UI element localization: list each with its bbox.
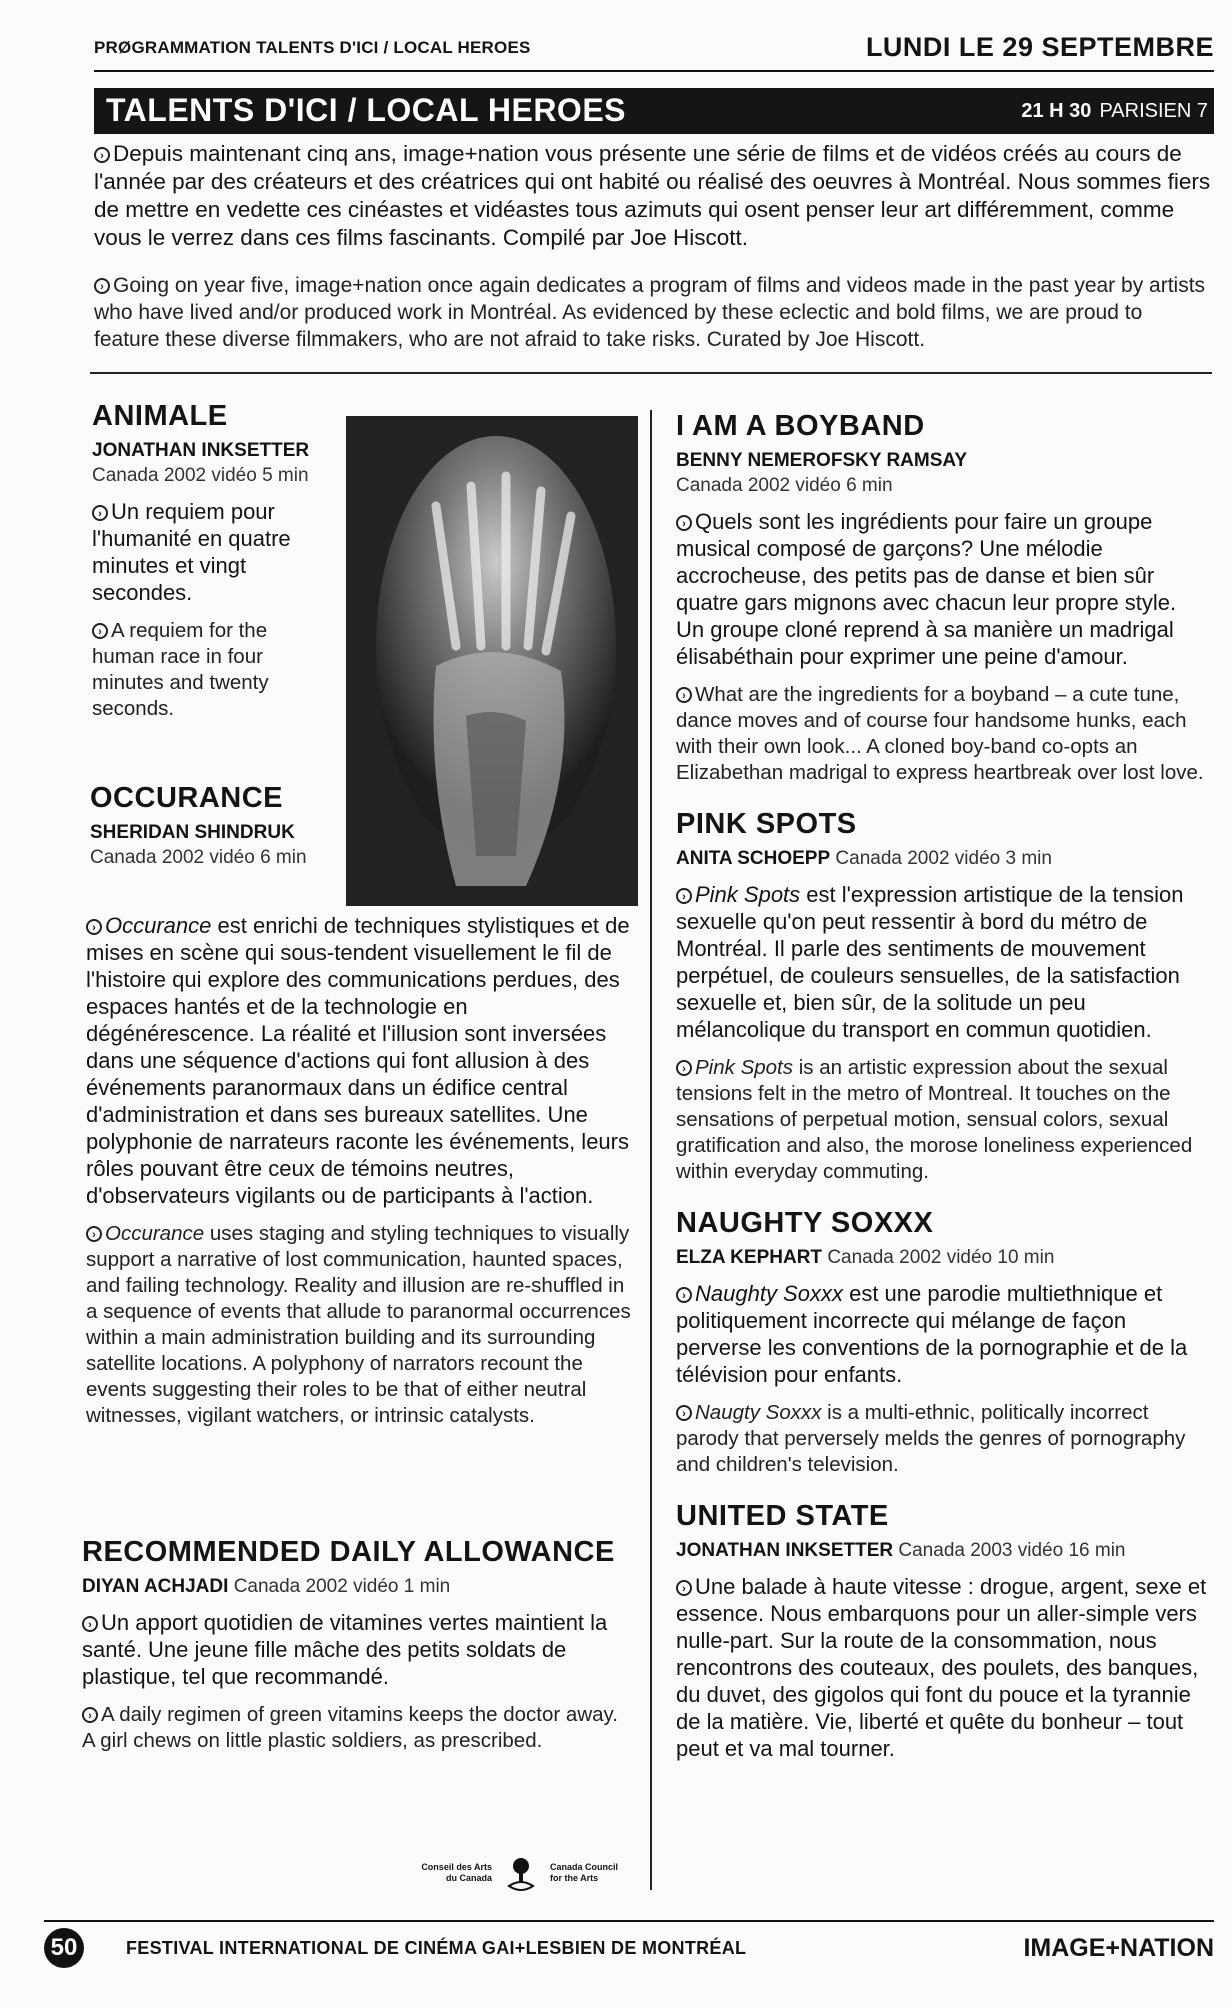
arrow-bullet-icon: › (86, 919, 102, 935)
film-description-en-text: is an artistic expression about the sexual tensions felt in the metro of Montreal. It touches on the sensations of perpetual motion, sensual colors, sexual gratification and also, the morose loneliness experienced within everyday commuting. (676, 1056, 1193, 1183)
film-director: DIYAN ACHJADI (82, 1576, 229, 1597)
program-schedule (1021, 100, 1208, 123)
film-description-fr (86, 912, 634, 1209)
film-title: UNITED STATE (676, 1500, 889, 1532)
film-description-fr-text: Une balade à haute vitesse : drogue, argent, sexe et essence. Nous embarquons pour un aller-simple vers nulle-part. Sur la route de la consommation, nous rencontrons des couteaux, des poulets, des banques, du duvet, des gigolos qui font du pouce et la tyrannie de la matière. Vie, liberté et quête du bonheur – tout peut et va mal tourner. (676, 1574, 1207, 1761)
film-pink-spots (676, 808, 1208, 1185)
arrow-bullet-icon: › (676, 1287, 692, 1303)
film-description-fr (82, 1609, 634, 1690)
intro-french-text: Depuis maintenant cinq ans, image+nation vous présente une série de films et de vidéos créés au cours de l'année par des créateurs et des créatrices qui ont habité ou réalisé des oeuvres à Montréal. Nous sommes fiers de mettre en vedette ces cinéastes et vidéastes tous azimuts qui osent penser leur art différemment, comme vous le verrez dans ces films fascinants. Compilé par Joe Hiscott. (94, 141, 1211, 250)
page-number: 50 (44, 1928, 84, 1968)
film-meta: Canada 2002 vidéo 6 min (676, 475, 893, 496)
film-description-en (676, 682, 1208, 786)
logo-text-fr: Conseil des Arts du Canada (421, 1862, 492, 1883)
program-banner (94, 88, 1214, 134)
arrow-bullet-icon: › (82, 1707, 98, 1723)
film-credit (676, 448, 1208, 498)
film-credit (90, 820, 330, 870)
column-rule (650, 410, 652, 1890)
page-footer (44, 1920, 1214, 1972)
film-description-fr (676, 881, 1208, 1043)
film-title: PINK SPOTS (676, 808, 857, 840)
film-title: OCCURANCE (90, 782, 283, 814)
film-description-en (86, 1221, 634, 1429)
council-emblem-icon (506, 1856, 536, 1892)
running-header-section (94, 38, 531, 58)
film-animale (92, 400, 332, 722)
logo-text-en: Canada Council for the Arts (550, 1862, 619, 1883)
film-meta: Canada 2002 vidéo 1 min (233, 1576, 451, 1597)
running-header-series: TALENTS D'ICI / LOCAL HEROES (256, 38, 531, 57)
film-naughty-soxxx (676, 1207, 1208, 1478)
running-header-date: LUNDI LE 29 SEPTEMBRE (865, 32, 1214, 62)
running-header-prefix: PRØGRAMMATION (94, 38, 252, 57)
program-title: TALENTS D'ICI / LOCAL HEROES (106, 92, 626, 128)
film-credit (676, 1245, 1208, 1270)
film-title-inline: Pink Spots (695, 1056, 793, 1079)
intro-english (94, 272, 1212, 353)
film-meta: Canada 2002 vidéo 3 min (835, 848, 1052, 869)
arrow-bullet-icon: › (676, 888, 692, 904)
section-divider (90, 372, 1212, 374)
arrow-bullet-icon: › (86, 1226, 102, 1242)
film-title-inline: Pink Spots (695, 882, 801, 907)
film-credit (82, 1574, 634, 1599)
festival-brand: IMAGE+NATION (1023, 1934, 1214, 1962)
arrow-bullet-icon: › (676, 1060, 692, 1076)
film-meta: Canada 2002 vidéo 6 min (90, 847, 307, 868)
film-director: ANITA SCHOEPP (676, 848, 831, 869)
right-column (676, 410, 1208, 1762)
film-meta: Canada 2003 vidéo 16 min (898, 1540, 1126, 1561)
film-description-en (82, 1702, 634, 1754)
film-credit (676, 1538, 1208, 1563)
film-director: BENNY NEMEROFSKY RAMSAY (676, 450, 968, 471)
canada-council-logo (410, 1852, 632, 1896)
film-description-en-text: A requiem for the human race in four minutes and twenty seconds. (92, 619, 269, 720)
film-director: ELZA KEPHART (676, 1247, 823, 1268)
x-ray-foot-image (346, 416, 638, 906)
film-title-inline: Occurance (105, 913, 212, 938)
film-meta: Canada 2002 vidéo 10 min (827, 1247, 1055, 1268)
arrow-bullet-icon: › (676, 1405, 692, 1421)
film-occurance-body (86, 912, 634, 1429)
festival-name: FESTIVAL INTERNATIONAL DE CINÉMA GAI+LESBIEN DE MONTRÉAL (126, 1938, 747, 1958)
film-description-fr-text: est une parodie multiethnique et politiquement incorrecte qui mélange de façon perverse les conventions de la pornographie et de la télévision pour enfants. (676, 1281, 1188, 1387)
film-title: NAUGHTY SOXXX (676, 1207, 934, 1239)
film-recommended-daily-allowance (82, 1536, 634, 1754)
film-description-fr (676, 508, 1208, 670)
film-meta: Canada 2002 vidéo 5 min (92, 465, 309, 486)
film-description-fr-text: est enrichi de techniques stylistiques et de mises en scène qui sous-tendent visuellement le fil de l'histoire qui explore des communications perdues, des espaces hantés et de la technologie en dégénérescence. La réalité et l'illusion sont inversées dans une séquence d'actions qui font allusion à des événements paranormaux dans un édifice central d'administration et dans ses bureaux satellites. Une polyphonie de narrateurs raconte les événements, leurs rôles pouvant être ceux de témoins neutres, d'observateurs vigilants ou de participants à l'action. (86, 913, 630, 1208)
intro-french (94, 140, 1212, 252)
film-title: RECOMMENDED DAILY ALLOWANCE (82, 1536, 615, 1568)
arrow-bullet-icon: › (92, 623, 108, 639)
film-title-inline: Occurance (105, 1222, 205, 1245)
film-description-fr-text: est l'expression artistique de la tension sexuelle qu'on peut ressentir à bord du métro de Montréal. Il parle des sentiments de mouvement perpétuel, de couleurs sensuelles, de la satisfaction sexuelle et, bien sûr, de la solitude un peu mélancolique du transport en commun quotidien. (676, 882, 1184, 1042)
film-director: SHERIDAN SHINDRUK (90, 822, 295, 843)
film-description-fr (92, 498, 332, 606)
arrow-bullet-icon: › (676, 1580, 692, 1596)
film-description-fr-text: Un requiem pour l'humanité en quatre minutes et vingt secondes. (92, 499, 291, 605)
film-description-en-text: is a multi-ethnic, politically incorrect parody that perversely melds the genres of pornography and children's television. (676, 1401, 1186, 1476)
film-credit (676, 846, 1208, 871)
film-description-en (92, 618, 332, 722)
film-director: JONATHAN INKSETTER (92, 440, 310, 461)
film-title: I AM A BOYBAND (676, 410, 925, 442)
film-title-inline: Naughty Soxxx (695, 1281, 843, 1306)
program-time: 21 H 30 (1021, 100, 1092, 122)
arrow-bullet-icon: › (82, 1616, 98, 1632)
intro-english-text: Going on year five, image+nation once again dedicates a program of films and videos made in the past year by artists who have lived and/or produced work in Montréal. As evidenced by these eclectic and bold films, we are proud to feature these diverse filmmakers, who are not afraid to take risks. Curated by Joe Hiscott. (94, 274, 1206, 351)
arrow-bullet-icon: › (94, 278, 110, 294)
film-description-en-text: A daily regimen of green vitamins keeps the doctor away. A girl chews on little plastic soldiers, as prescribed. (82, 1703, 618, 1752)
x-ray-foot-graphic (346, 416, 638, 906)
film-description-en-text: uses staging and styling techniques to visually support a narrative of lost communication, haunted spaces, and failing technology. Reality and illusion are re-shuffled in a sequence of events that allude to paranormal occurrences within a main administration building and its surrounding satellite locations. A polyphony of narrators recount the events suggesting their roles to be that of either neutral witnesses, vigilant watchers, or intrinsic catalysts. (86, 1222, 631, 1427)
program-venue: PARISIEN 7 (1099, 100, 1208, 122)
running-header (94, 30, 1214, 72)
film-title-inline: Naugty Soxxx (695, 1401, 822, 1424)
film-description-fr (676, 1280, 1208, 1388)
film-description-fr-text: Quels sont les ingrédients pour faire un groupe musical composé de garçons? Une mélodie accrocheuse, des petits pas de danse et bien sûr quatre gars mignons avec chacun leur propre style. Un groupe cloné reprend à sa manière un madrigal élisabéthain pour exprimer une peine d'amour. (676, 509, 1177, 669)
arrow-bullet-icon: › (676, 515, 692, 531)
film-description-en-text: What are the ingredients for a boyband – a cute tune, dance moves and of course four handsome hunks, each with their own look... A cloned boy-band co-opts an Elizabethan madrigal to express heartbreak over lost love. (676, 683, 1204, 784)
arrow-bullet-icon: › (92, 505, 108, 521)
film-i-am-a-boyband (676, 410, 1208, 786)
film-description-en (676, 1400, 1208, 1478)
film-description-fr (676, 1573, 1208, 1762)
arrow-bullet-icon: › (94, 147, 110, 163)
film-credit (92, 438, 332, 488)
arrow-bullet-icon: › (676, 687, 692, 703)
film-title: ANIMALE (92, 400, 228, 432)
film-description-fr-text: Un apport quotidien de vitamines vertes maintient la santé. Une jeune fille mâche des petits soldats de plastique, tel que recommandé. (82, 1610, 608, 1689)
film-director: JONATHAN INKSETTER (676, 1540, 894, 1561)
film-occurance-header (90, 782, 330, 870)
film-description-en (676, 1055, 1208, 1185)
film-united-state (676, 1500, 1208, 1762)
